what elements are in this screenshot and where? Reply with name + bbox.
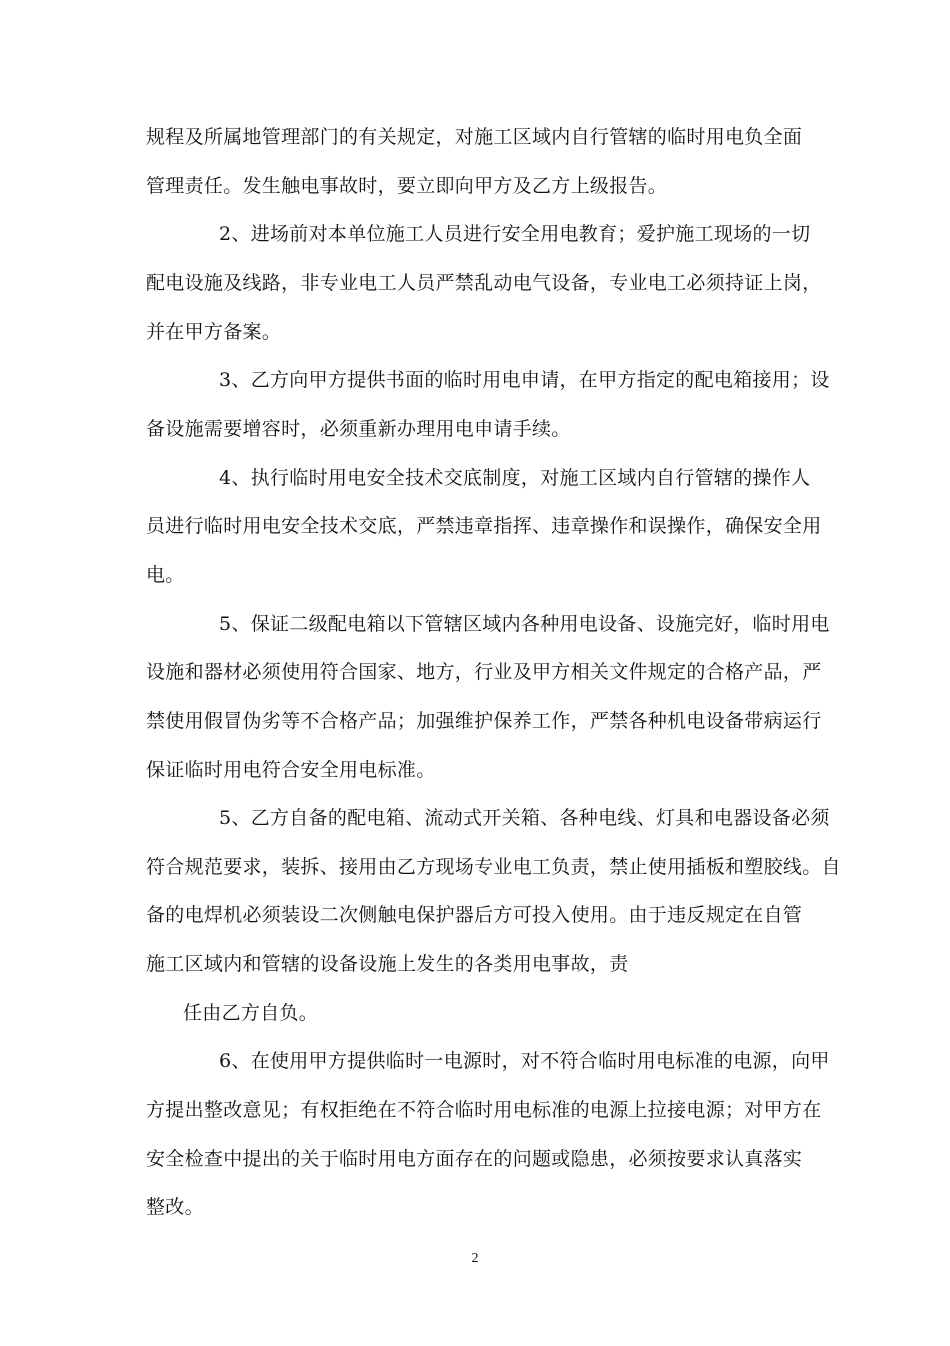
text-line: 配电设施及线路，非专业电工人员严禁乱动电气设备，专业电工必须持证上岗， — [146, 272, 822, 294]
text-line: 任由乙方自负。 — [183, 1002, 319, 1024]
page-number: 2 — [471, 1251, 479, 1266]
text-line: 符合规范要求，装拆、接用由乙方现场专业电工负责，禁止使用插板和塑胶线。自 — [146, 856, 841, 878]
text-line: 并在甲方备案。 — [146, 321, 282, 343]
text-line: 施工区域内和管辖的设备设施上发生的各类用电事故，责 — [146, 953, 629, 975]
text-line: 管理责任。发生触电事故时，要立即向甲方及乙方上级报告。 — [146, 175, 668, 197]
paragraph-2-line: 2、进场前对本单位施工人员进行安全用电教育；爱护施工现场的一切 — [219, 223, 811, 245]
text-line: 备设施需要增容时，必须重新办理用电申请手续。 — [146, 418, 571, 440]
text-line: 整改。 — [146, 1196, 204, 1218]
text-line: 员进行临时用电安全技术交底，严禁违章指挥、违章操作和误操作，确保安全用 — [146, 515, 822, 537]
paragraph-5b-line: 5、乙方自备的配电箱、流动式开关箱、各种电线、灯具和电器设备必须 — [219, 807, 830, 829]
text-line: 规程及所属地管理部门的有关规定，对施工区域内自行管辖的临时用电负全面 — [146, 126, 803, 148]
text-line: 禁使用假冒伪劣等不合格产品；加强维护保养工作，严禁各种机电设备带病运行 — [146, 710, 822, 732]
paragraph-6-line: 6、在使用甲方提供临时一电源时，对不符合临时用电标准的电源，向甲 — [219, 1050, 830, 1072]
text-line: 安全检查中提出的关于临时用电方面存在的问题或隐患，必须按要求认真落实 — [146, 1148, 803, 1170]
paragraph-5-line: 5、保证二级配电箱以下管辖区域内各种用电设备、设施完好，临时用电 — [219, 613, 830, 635]
paragraph-4-line: 4、执行临时用电安全技术交底制度，对施工区域内自行管辖的操作人 — [219, 467, 811, 489]
text-line: 设施和器材必须使用符合国家、地方，行业及甲方相关文件规定的合格产品，严 — [146, 661, 822, 683]
text-line: 电。 — [146, 564, 185, 586]
text-line: 保证临时用电符合安全用电标准。 — [146, 759, 436, 781]
text-line: 方提出整改意见；有权拒绝在不符合临时用电标准的电源上拉接电源；对甲方在 — [146, 1099, 822, 1121]
paragraph-3-line: 3、乙方向甲方提供书面的临时用电申请，在甲方指定的配电箱接用；设 — [219, 369, 830, 391]
text-line: 备的电焊机必须装设二次侧触电保护器后方可投入使用。由于违反规定在自管 — [146, 904, 803, 926]
